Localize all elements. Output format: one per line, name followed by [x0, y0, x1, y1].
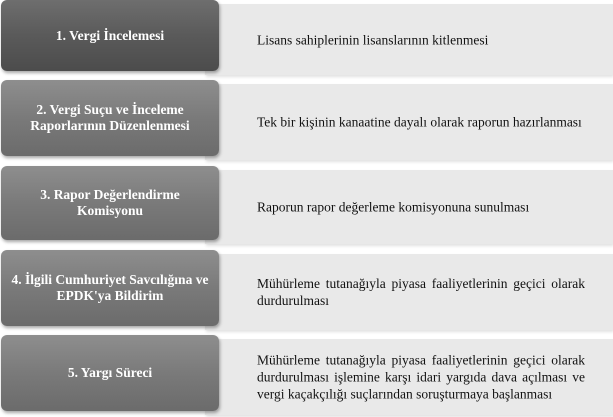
step-1-box	[1, 0, 219, 71]
step-4-description-box	[205, 254, 613, 330]
step-3-box	[1, 166, 219, 240]
step-2-description: Tek bir kişinin kanaatine dayalı olarak raporun hazırlanması	[257, 114, 582, 130]
step-2-box	[1, 80, 219, 156]
step-1-label: 1. Vergi İncelemesi	[55, 27, 165, 43]
step-2-description-box	[205, 84, 613, 160]
step-4-box	[1, 250, 219, 326]
step-row-1	[0, 0, 613, 75]
step-1-description-box	[205, 4, 613, 75]
step-3-description-box	[205, 170, 613, 244]
step-4-description: Mühürleme tutanağıyla piyasa faaliyetlerinin geçici olarak durdurulması	[257, 276, 585, 308]
step-row-2	[0, 80, 613, 160]
step-1-description: Lisans sahiplerinin lisanslarının kitlenmesi	[257, 32, 489, 47]
step-row-5	[0, 335, 613, 415]
step-3-label: 3. Rapor Değerlendirme Komisyonu	[40, 187, 180, 218]
step-5-label: 5. Yargı Süreci	[67, 365, 153, 380]
step-4-label: 4. İlgili Cumhuriyet Savcılığına ve EPDK'ya Bildirim	[11, 272, 209, 303]
step-2-label: 2. Vergi Suçu ve İnceleme Raporlarının Düzenlenmesi	[30, 102, 190, 133]
step-3-description: Raporun rapor değerleme komisyonuna sunulması	[257, 199, 530, 215]
step-5-description: Mühürleme tutanağıyla piyasa faaliyetlerinin geçici olarak durdurulması işlemine karşı idari yargıda dava açılması ve vergi kaçakçılığı suçlarından soruşturmaya başlanması	[257, 352, 585, 402]
step-row-4	[0, 250, 613, 330]
step-5-box	[1, 335, 219, 411]
step-row-3	[0, 166, 613, 244]
step-5-description-box	[205, 339, 613, 415]
